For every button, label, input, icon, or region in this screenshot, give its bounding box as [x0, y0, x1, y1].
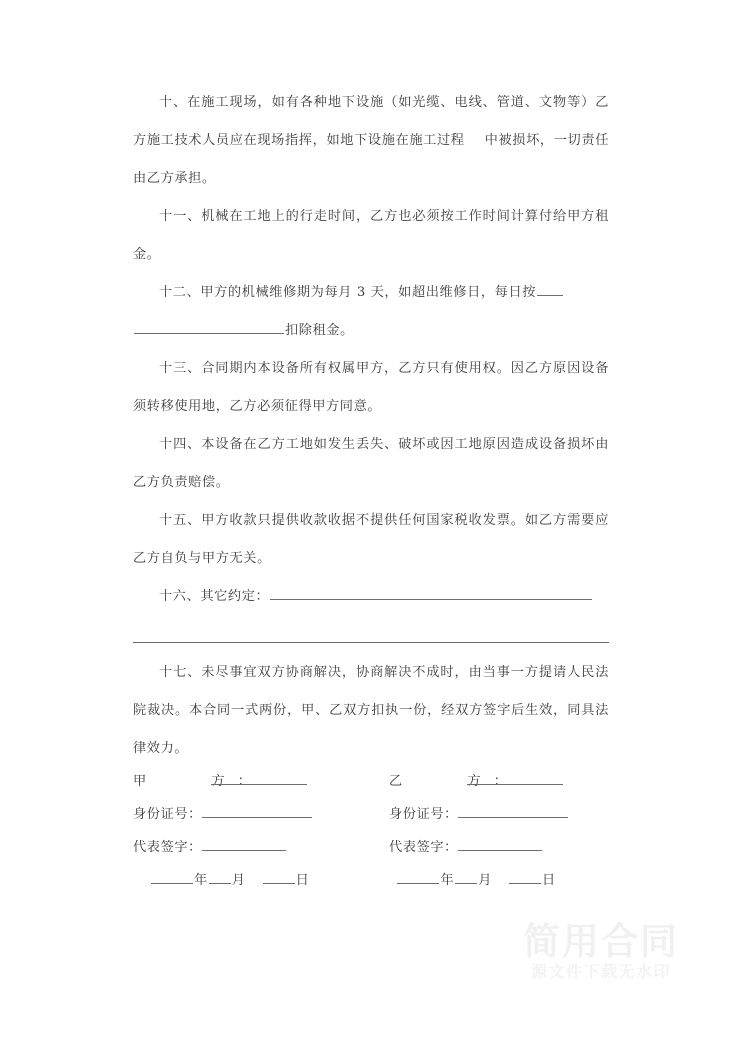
clause-17-text: 十七、未尽事宜双方协商解决，协商解决不成时，由当事一方提请人民法院裁决。本合同一式两份，甲、乙双方扣执一份，经双方签字后生效，同具法律效力。	[133, 665, 609, 756]
date-b	[397, 869, 613, 888]
signature-row-representative	[133, 822, 613, 855]
date-b-month-line[interactable]	[455, 882, 477, 884]
party-a-input-line[interactable]	[211, 783, 307, 785]
signature-row-party	[133, 756, 613, 789]
date-b-day-line[interactable]	[509, 882, 541, 884]
clause-11-text: 十一、机械在工地上的行走时间，乙方也必须按工作时间计算付给甲方租金。	[133, 209, 609, 262]
clause-12-text-part1: 十二、甲方的机械维修期为每月 3 天，如超出维修日，每日按	[159, 285, 537, 300]
clause-16-label: 十六、其它约定：	[159, 589, 270, 604]
clause-16-blank-line-1[interactable]	[270, 586, 592, 600]
watermark	[506, 921, 696, 983]
clause-12-blank-long[interactable]	[134, 320, 284, 334]
date-a-month-label: 月	[231, 873, 246, 888]
clause-15	[133, 502, 609, 578]
clause-15-text: 十五、甲方收款只提供收款收据不提供任何国家税收发票。如乙方需要应乙方自负与甲方无关。	[133, 513, 609, 566]
date-b-day-label: 日	[542, 873, 556, 888]
clause-14	[133, 426, 609, 502]
clause-14-text: 十四、本设备在乙方工地如发生丢失、破坏或因工地原因造成设备损坏由乙方负责赔偿。	[133, 437, 609, 490]
party-b-label: 乙 方：	[389, 774, 520, 789]
clause-10-text-after-gap: 中被损坏，一切责任由乙方承担。	[133, 133, 609, 186]
date-a-year-line[interactable]	[151, 882, 193, 884]
clause-13-text: 十三、合同期内本设备所有权属甲方，乙方只有使用权。因乙方原因设备须转移使用地，乙方必须征得甲方同意。	[133, 361, 609, 414]
watermark-sub-text: 源文件下载无水印	[530, 962, 671, 982]
representative-a	[133, 836, 389, 855]
date-a-year-label: 年	[194, 873, 208, 888]
clause-13	[133, 350, 609, 426]
clause-12-blank-short[interactable]	[537, 282, 563, 296]
clause-11	[133, 198, 609, 274]
id-number-b-label: 身份证号：	[389, 807, 458, 822]
id-number-a-label: 身份证号：	[133, 807, 202, 822]
date-a-day-label: 日	[295, 873, 310, 888]
clause-16	[133, 578, 609, 616]
watermark-main-text: 简用合同	[523, 920, 679, 963]
signature-row-id	[133, 789, 613, 822]
representative-a-input-line[interactable]	[202, 849, 286, 851]
date-a	[151, 869, 397, 888]
date-a-day-line[interactable]	[263, 882, 295, 884]
signature-party-a	[133, 770, 389, 789]
clause-17	[133, 654, 609, 768]
date-a-month-line[interactable]	[209, 882, 231, 884]
representative-b-input-line[interactable]	[458, 849, 542, 851]
party-a-label: 甲 方：	[133, 774, 264, 789]
representative-b	[389, 836, 613, 855]
date-b-month-label: 月	[478, 873, 492, 888]
signature-party-b	[389, 770, 613, 789]
clause-16-blank-line-2[interactable]	[133, 616, 609, 654]
clause-10	[133, 84, 609, 198]
date-b-year-label: 年	[440, 873, 455, 888]
representative-b-label: 代表签字：	[389, 840, 458, 855]
clause-12-text-part2: 扣除租金。	[285, 323, 354, 338]
document-body	[133, 84, 609, 768]
id-number-b-input-line[interactable]	[458, 816, 568, 818]
id-number-a	[133, 803, 389, 822]
clause-10-text-before-gap: 十、在施工现场，如有各种地下设施（如光缆、电线、管道、文物等）乙方施工技术人员应在现场指挥，如地下设施在施工过程	[133, 95, 609, 148]
signature-block	[133, 756, 613, 888]
date-b-year-line[interactable]	[397, 882, 439, 884]
party-b-input-line[interactable]	[467, 783, 563, 785]
clause-12	[133, 274, 609, 350]
signature-row-date	[133, 855, 613, 888]
id-number-b	[389, 803, 613, 822]
representative-a-label: 代表签字：	[133, 840, 202, 855]
id-number-a-input-line[interactable]	[202, 816, 312, 818]
